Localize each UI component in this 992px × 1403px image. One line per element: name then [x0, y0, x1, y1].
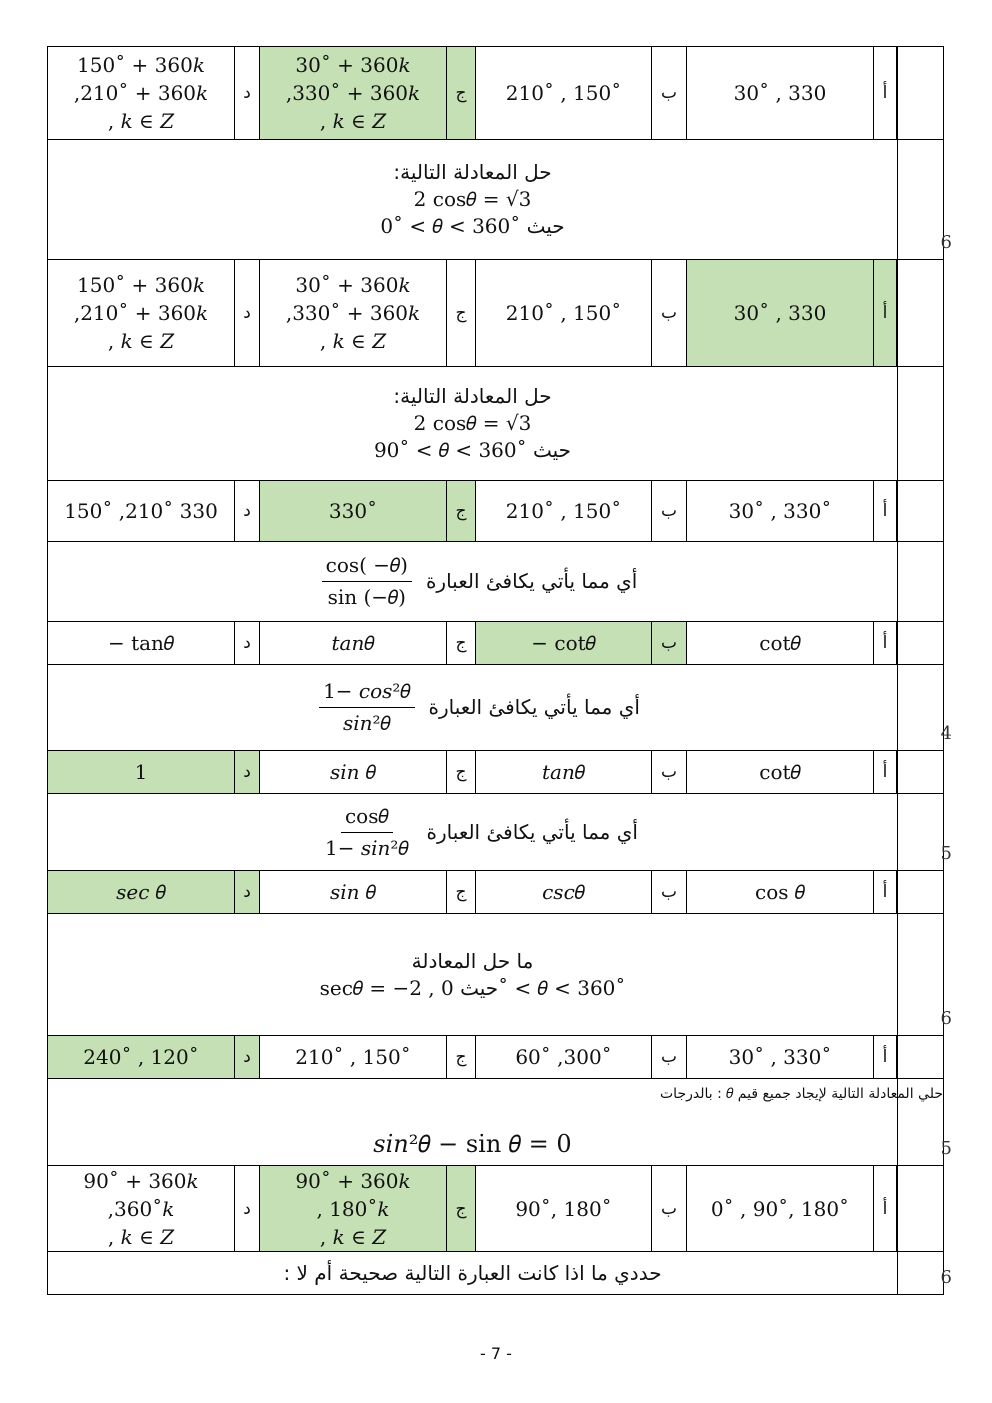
- fraction-numerator: 1− 𝑐𝑜𝑠²𝜃: [319, 678, 414, 708]
- number-column: [897, 140, 943, 259]
- number-column: [897, 1166, 943, 1252]
- option-b-letter: ب: [652, 622, 687, 664]
- question-number: 6: [940, 1008, 952, 1029]
- option-a-letter: أ: [874, 260, 897, 366]
- option-a-letter: أ: [874, 481, 897, 541]
- number-column: [897, 794, 943, 870]
- question-line: حل المعادلة التالية:: [393, 384, 552, 408]
- question-row: [48, 1079, 943, 1166]
- question-line: 0˚ < 𝜃 < 360˚ حيث: [380, 214, 565, 238]
- option-a-value[interactable]: cos 𝜃: [687, 871, 874, 913]
- option-d-letter: د: [235, 871, 260, 913]
- option-b-letter: ب: [652, 751, 687, 793]
- option-c-letter: ج: [447, 622, 476, 664]
- answer-row: [48, 1166, 943, 1252]
- option-d-letter: د: [235, 481, 260, 541]
- option-b-value[interactable]: 90˚, 180˚: [476, 1166, 652, 1251]
- question-number: 5: [940, 843, 952, 864]
- answer-row: [48, 871, 943, 914]
- number-column: [897, 367, 943, 480]
- question-number: 6: [940, 232, 952, 253]
- option-a-value[interactable]: 0˚ , 90˚, 180˚: [687, 1166, 874, 1251]
- option-b-value[interactable]: 𝑡𝑎𝑛𝜃: [476, 751, 652, 793]
- question-row: [48, 367, 943, 481]
- answer-row: [48, 47, 943, 140]
- number-column: [897, 1079, 943, 1165]
- option-c-letter: ج: [447, 751, 476, 793]
- option-a-value[interactable]: 30˚ , 330˚: [687, 481, 874, 541]
- option-a-value[interactable]: cot𝜃: [687, 751, 874, 793]
- question-equation: 𝑠𝑖𝑛²𝜃 − sin 𝜃 = 0: [373, 1129, 572, 1158]
- option-c-letter: ج: [447, 481, 476, 541]
- fraction-denominator: 𝑠𝑖𝑛²𝜃: [342, 711, 391, 735]
- number-column: [897, 622, 943, 665]
- option-c-letter: ج: [447, 1036, 476, 1078]
- option-d-value[interactable]: 90˚ + 360𝑘 ,360˚𝑘 , 𝑘 ∈ 𝑍: [48, 1166, 235, 1251]
- option-d-value[interactable]: 240˚ , 120˚: [48, 1036, 235, 1078]
- option-d-letter: د: [235, 1036, 260, 1078]
- option-b-value[interactable]: 60˚ ,300˚: [476, 1036, 652, 1078]
- option-c-value[interactable]: 30˚ + 360𝑘 ,330˚ + 360𝑘 , 𝑘 ∈ 𝑍: [260, 260, 447, 366]
- question-text: [48, 367, 897, 480]
- number-column: [897, 542, 943, 621]
- question-line: [307, 803, 638, 862]
- question-line: ما حل المعادلة: [411, 948, 534, 973]
- option-c-letter: ج: [447, 47, 476, 139]
- question-number: 4: [940, 723, 952, 744]
- question-row: [48, 140, 943, 260]
- option-c-value[interactable]: 𝑠𝑖𝑛 𝜃: [260, 871, 447, 913]
- option-d-value[interactable]: 150˚ + 360𝑘 ,210˚ + 360𝑘 , 𝑘 ∈ 𝑍: [48, 47, 235, 139]
- option-d-value[interactable]: − tan𝜃: [48, 622, 235, 664]
- number-column: [897, 751, 943, 794]
- fraction-denominator: 1− 𝑠𝑖𝑛²𝜃: [325, 835, 409, 860]
- question-text: [48, 914, 897, 1035]
- question-line: sec𝜃 = −2 , حيث 0˚ < 𝜃 < 360˚: [319, 975, 626, 1000]
- quiz-table: [47, 46, 952, 1295]
- question-line: [305, 678, 640, 737]
- option-c-value[interactable]: 90˚ + 360𝑘 , 180˚𝑘 , 𝑘 ∈ 𝑍: [260, 1166, 447, 1251]
- question-row: [48, 794, 943, 871]
- question-text: [48, 794, 897, 870]
- number-column: [897, 260, 943, 367]
- question-line: حددي ما اذا كانت العبارة التالية صحيحة أم لا :: [283, 1260, 662, 1285]
- option-d-letter: د: [235, 47, 260, 139]
- fraction-denominator: sin (−𝜃): [327, 585, 406, 609]
- answer-row: [48, 1036, 943, 1079]
- page-number: - 7 -: [480, 1344, 512, 1363]
- option-c-value[interactable]: 𝑠𝑖𝑛 𝜃: [260, 751, 447, 793]
- question-prompt: أي مما يأتي يكافئ العبارة: [426, 819, 638, 844]
- number-column: [897, 871, 943, 914]
- question-line: 2 cos𝜃 = √3: [413, 411, 532, 435]
- option-b-letter: ب: [652, 871, 687, 913]
- option-c-letter: ج: [447, 260, 476, 366]
- option-b-value[interactable]: 210˚ , 150˚: [476, 47, 652, 139]
- question-text: [48, 542, 897, 621]
- question-text: [48, 665, 897, 750]
- option-b-value[interactable]: − cot𝜃: [476, 622, 652, 664]
- question-instruction: حلي المعادلة التالية لإيجاد جميع قيم 𝜃 : بالدرجات: [660, 1086, 943, 1102]
- option-c-letter: ج: [447, 871, 476, 913]
- answer-row: [48, 260, 943, 367]
- option-a-letter: أ: [874, 871, 897, 913]
- option-c-value[interactable]: 𝑡𝑎𝑛𝜃: [260, 622, 447, 664]
- question-row: [48, 914, 943, 1036]
- number-column: [897, 1036, 943, 1079]
- option-b-value[interactable]: 210˚ , 150˚: [476, 260, 652, 366]
- question-text: [48, 1079, 943, 1165]
- fraction-numerator: cos( −𝜃): [322, 552, 412, 582]
- number-column: [897, 481, 943, 542]
- question-number: 5: [940, 1138, 952, 1159]
- option-d-value[interactable]: 1: [48, 751, 235, 793]
- option-d-letter: د: [235, 751, 260, 793]
- option-d-letter: د: [235, 260, 260, 366]
- answer-row: [48, 622, 943, 665]
- option-b-letter: ب: [652, 1166, 687, 1251]
- option-a-letter: أ: [874, 1036, 897, 1078]
- fraction: [319, 678, 414, 737]
- option-c-letter: ج: [447, 1166, 476, 1251]
- question-prompt: أي مما يأتي يكافئ العبارة: [428, 695, 640, 719]
- option-d-letter: د: [235, 622, 260, 664]
- fraction: [322, 552, 412, 611]
- number-column: [897, 914, 943, 1035]
- option-a-value[interactable]: 30˚ , 330˚: [687, 1036, 874, 1078]
- option-a-letter: أ: [874, 751, 897, 793]
- option-c-value[interactable]: 210˚ , 150˚: [260, 1036, 447, 1078]
- question-text: [48, 140, 897, 259]
- question-line: 2 cos𝜃 = √3: [413, 187, 532, 211]
- option-a-value[interactable]: 30˚ , 330: [687, 260, 874, 366]
- question-line: [308, 552, 638, 611]
- question-prompt: أي مما يأتي يكافئ العبارة: [425, 569, 638, 593]
- option-b-letter: ب: [652, 260, 687, 366]
- question-line: حل المعادلة التالية:: [393, 160, 552, 184]
- option-a-value[interactable]: cot𝜃: [687, 622, 874, 664]
- number-column: [897, 1252, 943, 1294]
- question-row: [48, 665, 943, 751]
- option-c-value[interactable]: 30˚ + 360𝑘 ,330˚ + 360𝑘 , 𝑘 ∈ 𝑍: [260, 47, 447, 139]
- question-row: [48, 1252, 943, 1295]
- number-column: [897, 665, 943, 750]
- option-b-value[interactable]: 210˚ , 150˚: [476, 481, 652, 541]
- option-b-letter: ب: [652, 481, 687, 541]
- option-d-letter: د: [235, 1166, 260, 1251]
- option-d-value[interactable]: 150˚ + 360𝑘 ,210˚ + 360𝑘 , 𝑘 ∈ 𝑍: [48, 260, 235, 366]
- option-b-letter: ب: [652, 47, 687, 139]
- question-row: [48, 542, 943, 622]
- question-text: [48, 1252, 897, 1294]
- option-c-value[interactable]: 330˚: [260, 481, 447, 541]
- option-a-letter: أ: [874, 622, 897, 664]
- question-number: 6: [940, 1267, 952, 1288]
- fraction: [321, 803, 413, 862]
- option-d-value[interactable]: 𝑠𝑒𝑐 𝜃: [48, 871, 235, 913]
- question-line: 90˚ < 𝜃 < 360˚ حيث: [373, 438, 572, 462]
- option-a-value[interactable]: 30˚ , 330: [687, 47, 874, 139]
- option-a-letter: أ: [874, 47, 897, 139]
- option-b-letter: ب: [652, 1036, 687, 1078]
- fraction-numerator: cos𝜃: [341, 803, 393, 833]
- option-d-value[interactable]: 150˚ ,210˚ 330: [48, 481, 235, 541]
- answer-row: [48, 481, 943, 542]
- number-column: [897, 47, 943, 140]
- option-a-letter: أ: [874, 1166, 897, 1251]
- answer-row: [48, 751, 943, 794]
- option-b-value[interactable]: 𝑐𝑠𝑐𝜃: [476, 871, 652, 913]
